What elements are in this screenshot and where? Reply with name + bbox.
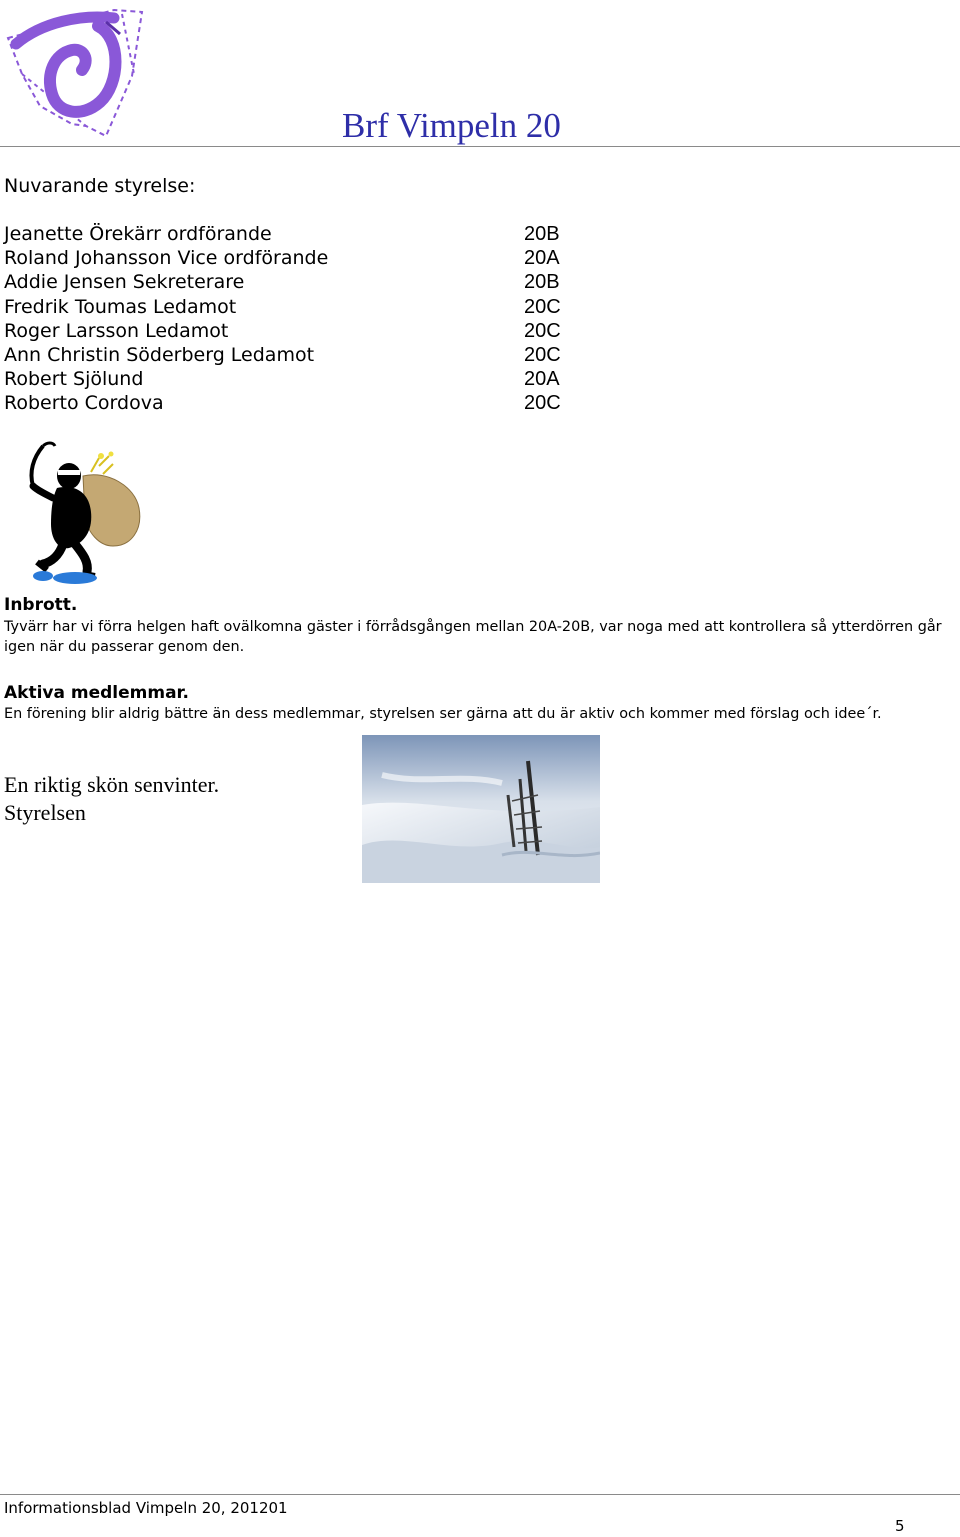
board-member-address: 20C <box>524 319 561 342</box>
board-member-row <box>4 391 604 415</box>
board-member-address: 20A <box>524 247 560 270</box>
page-number: 5 <box>895 1517 905 1535</box>
board-member-name: Jeanette Örekärr ordförande <box>4 223 272 245</box>
board-member-row <box>4 343 604 367</box>
board-member-address: 20B <box>524 223 560 245</box>
board-member-row <box>4 367 604 391</box>
inbrott-paragraph: Tyvärr har vi förra helgen haft ovälkomna gäster i förrådsgången mellan 20A-20B, var noga med att kontrollera så ytterdörren går igen när du passerar genom den. <box>4 619 942 655</box>
burglar-illustration <box>3 436 143 586</box>
board-member-name: Roger Larsson Ledamot <box>4 319 229 342</box>
closing-greeting: En riktig skön senvinter. <box>4 772 220 797</box>
board-member-row <box>4 295 604 319</box>
footer-text: Informationsblad Vimpeln 20, 201201 <box>4 1499 288 1517</box>
board-member-name: Fredrik Toumas Ledamot <box>4 295 237 318</box>
header-divider <box>0 146 960 147</box>
board-member-name: Ann Christin Söderberg Ledamot <box>4 343 315 366</box>
closing-signature: Styrelsen <box>4 800 86 825</box>
board-member-row <box>4 270 604 294</box>
footer-divider <box>0 1494 960 1495</box>
board-heading: Nuvarande styrelse: <box>4 175 196 197</box>
board-member-name: Roberto Cordova <box>4 392 164 415</box>
board-member-address: 20C <box>524 295 561 318</box>
board-member-name: Addie Jensen Sekreterare <box>4 271 245 294</box>
board-member-name: Robert Sjölund <box>4 368 144 391</box>
board-member-address: 20B <box>524 271 560 294</box>
board-member-list <box>4 222 604 416</box>
inbrott-heading: Inbrott. <box>4 595 78 615</box>
board-member-row <box>4 222 604 246</box>
board-member-address: 20A <box>524 368 560 391</box>
board-member-name: Roland Johansson Vice ordförande <box>4 247 329 270</box>
board-member-address: 20C <box>524 343 561 366</box>
aktiva-heading: Aktiva medlemmar. <box>4 683 189 703</box>
logo-icon <box>2 4 144 138</box>
board-member-row <box>4 246 604 270</box>
board-member-row <box>4 319 604 343</box>
board-member-address: 20C <box>524 392 561 415</box>
winter-snow-photo <box>362 735 600 883</box>
aktiva-paragraph: En förening blir aldrig bättre än dess medlemmar, styrelsen ser gärna att du är aktiv och kommer med förslag och idee´r. <box>4 706 882 722</box>
page-title: Brf Vimpeln 20 <box>342 106 561 145</box>
